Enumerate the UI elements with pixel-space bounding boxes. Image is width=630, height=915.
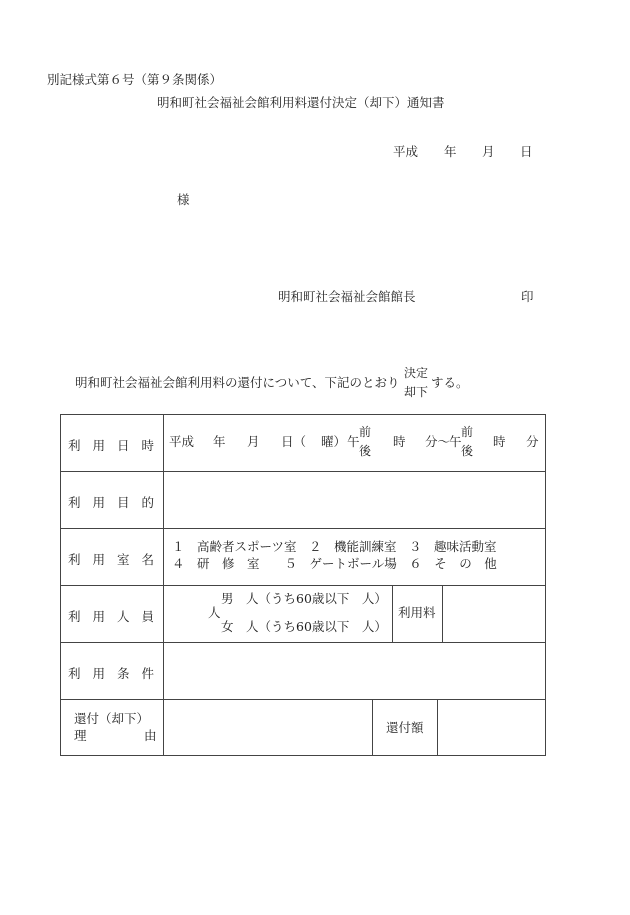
option-rejected: 却下: [404, 384, 429, 399]
people-divider: [442, 585, 443, 642]
usage-month: 月: [247, 434, 260, 449]
form-reference: 別記様式第６号（第９条関係）: [47, 72, 223, 87]
label-char: 利: [68, 552, 81, 567]
usage-day: 日（: [281, 434, 307, 449]
usage-hour-end: 時: [493, 434, 506, 449]
label-char: 条: [116, 666, 130, 681]
label-refund-reason: 還付（却下）: [74, 711, 150, 726]
label-column-divider: [163, 414, 164, 756]
usage-weekday: 曜）: [321, 434, 347, 449]
refund-amount-label: 還付額: [386, 720, 424, 735]
label-char: 利: [68, 438, 81, 453]
usage-minute-end: 分: [526, 434, 539, 449]
seal-mark: 印: [521, 289, 534, 304]
reason-divider: [372, 699, 373, 756]
row-divider: [60, 642, 546, 643]
am-end: 前: [461, 425, 474, 439]
label-char: 用: [92, 666, 105, 681]
label-usage-datetime: [60, 436, 162, 454]
usage-year: 年: [213, 434, 226, 449]
people-unit: 人: [208, 605, 221, 620]
usage-era: 平成: [169, 434, 195, 449]
reason-divider: [437, 699, 438, 756]
label-char: 名: [141, 552, 154, 567]
label-char: 利: [68, 609, 81, 624]
label-char: 時: [141, 438, 154, 453]
usage-ampm-start: [359, 423, 371, 460]
row-divider: [60, 585, 546, 586]
label-char: 目: [116, 495, 130, 510]
label-char: 利: [68, 666, 81, 681]
label-char: 用: [92, 609, 105, 624]
usage-noon2: 午: [449, 434, 462, 449]
fee-label: 利用料: [398, 605, 436, 620]
label-usage-purpose: [60, 493, 162, 511]
usage-ampm-end: [461, 423, 473, 460]
label-char: 用: [92, 438, 105, 453]
pm-start: 後: [359, 443, 372, 458]
usage-minute-to: 分～: [425, 434, 451, 449]
people-divider: [392, 585, 393, 642]
label-char: 件: [141, 666, 154, 681]
date-year: 年: [444, 144, 457, 159]
row-divider: [60, 528, 546, 529]
table-border-bottom: [60, 755, 546, 756]
label-reason-char1: 理: [74, 728, 87, 743]
usage-noon: 午: [347, 434, 360, 449]
am-start: 前: [359, 425, 372, 439]
addressee-suffix: 様: [177, 192, 190, 207]
label-char: 利: [68, 495, 81, 510]
usage-hour-start: 時: [393, 434, 406, 449]
row-divider: [60, 699, 546, 700]
date-era: 平成: [393, 144, 419, 159]
label-char: 用: [92, 495, 105, 510]
body-text-after: する。: [431, 375, 469, 390]
issuer-name: 明和町社会福祉会館館長: [278, 289, 416, 304]
date-month: 月: [482, 144, 495, 159]
body-text-before: 明和町社会福祉会館利用料の還付について、下記のとおり: [75, 375, 400, 390]
pm-end: 後: [461, 443, 474, 458]
label-room-name: [60, 550, 162, 568]
label-char: 室: [116, 552, 130, 567]
body-decision-options: [404, 364, 428, 401]
label-people-count: [60, 607, 162, 625]
people-male: 男 人（うち60歳以下 人）: [221, 591, 387, 606]
room-options-row1: １ 高齢者スポーツ室 ２ 機能訓練室 ３ 趣味活動室: [172, 539, 497, 554]
row-divider: [60, 471, 546, 472]
label-char: 日: [116, 438, 130, 453]
label-reason-char2: 由: [144, 728, 157, 743]
date-day: 日: [520, 144, 533, 159]
label-char: 人: [116, 609, 130, 624]
option-decided: 決定: [404, 366, 429, 380]
document-title: 明和町社会福祉会館利用料還付決定（却下）通知書: [157, 95, 445, 110]
label-char: 用: [92, 552, 105, 567]
table-border-top: [60, 414, 546, 415]
room-options-row2: ４ 研 修 室 ５ ゲートボール場 ６ そ の 他: [172, 556, 497, 571]
label-char: 員: [141, 609, 154, 624]
people-female: 女 人（うち60歳以下 人）: [221, 619, 387, 634]
label-char: 的: [141, 495, 154, 510]
label-usage-conditions: [60, 664, 162, 682]
